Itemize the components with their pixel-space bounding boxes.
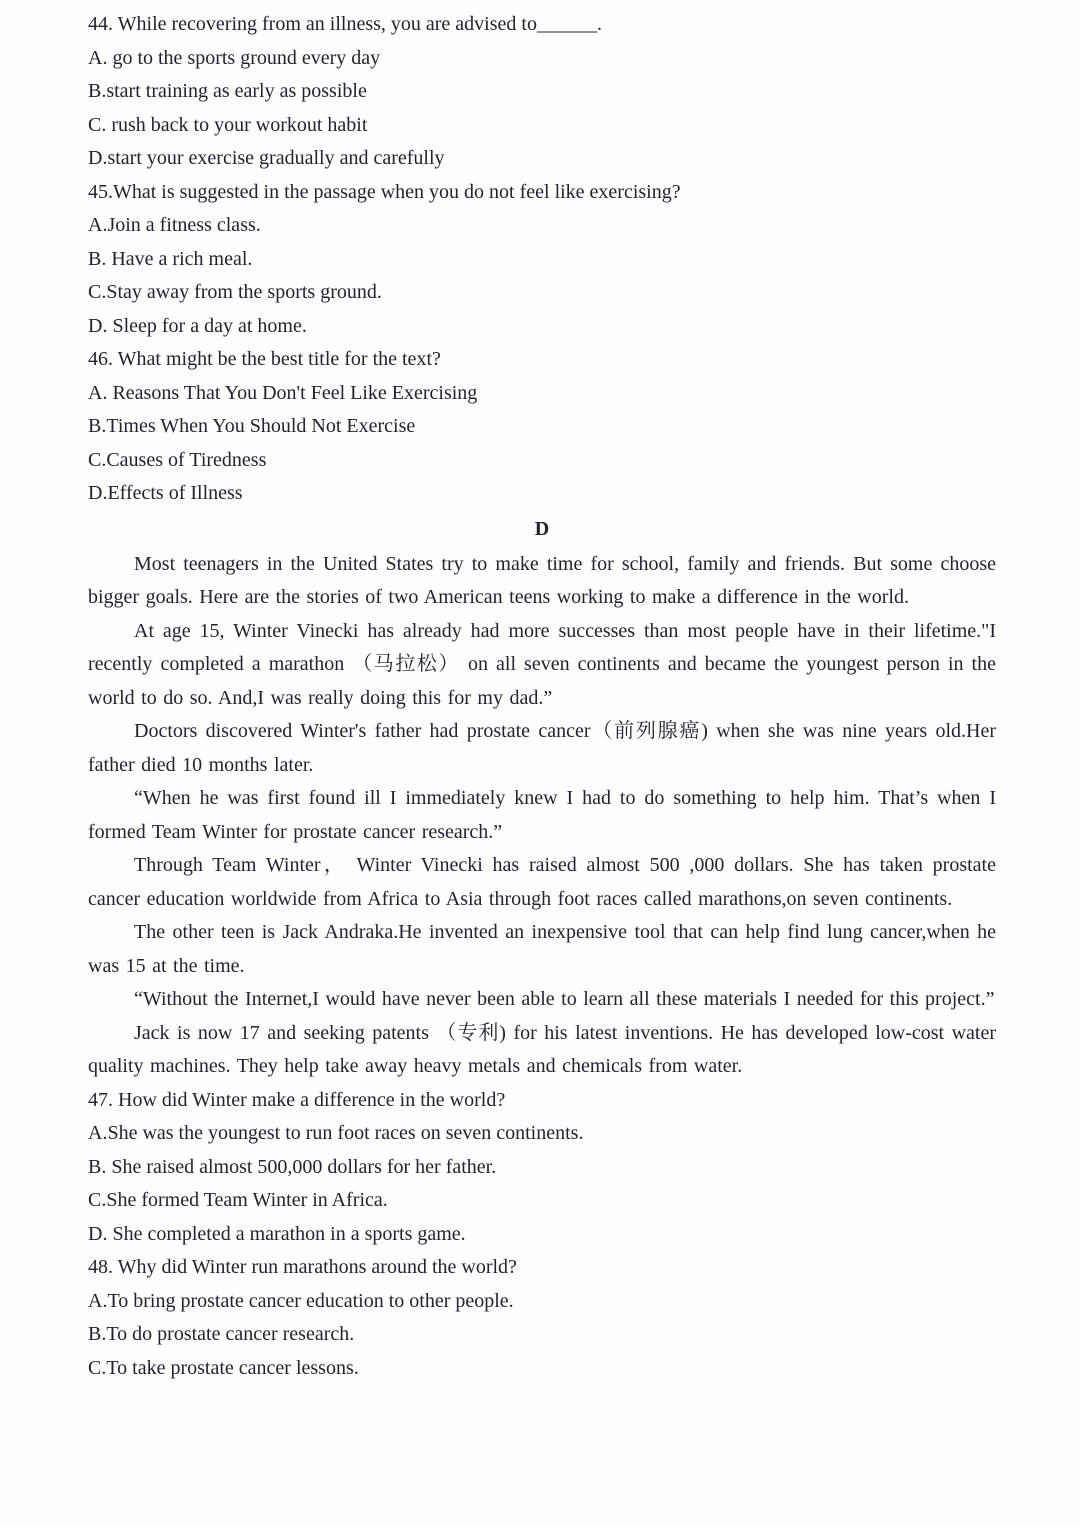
passage-paragraph-7: “Without the Internet,I would have never been able to learn all these materials I needed for this project.” [134, 988, 995, 1010]
passage-paragraph-8: Jack is now 17 and seeking patents （专利) for his latest inventions. He has developed low-cost water quality machines. They help take away heavy metals and chemicals from water. [88, 1021, 996, 1077]
question-48-option-c: C.To take prostate cancer lessons. [88, 1356, 359, 1379]
question-47-stem: 47. How did Winter make a difference in the world? [88, 1088, 506, 1111]
passage-paragraph-3: Doctors discovered Winter's father had prostate cancer（前列腺癌) when she was nine years old.Her father died 10 months later. [88, 720, 996, 776]
question-45-stem: 45.What is suggested in the passage when you do not feel like exercising? [88, 180, 681, 203]
question-48-option-b: B.To do prostate cancer research. [88, 1323, 355, 1345]
question-45-option-c: C.Stay away from the sports ground. [88, 281, 382, 303]
question-46-option-c: C.Causes of Tiredness [88, 448, 267, 471]
question-44-option-a: A. go to the sports ground every day [88, 46, 381, 69]
question-46-option-b: B.Times When You Should Not Exercise [88, 415, 416, 437]
passage-paragraph-1: Most teenagers in the United States try to make time for school, family and friends. But some choose bigger goals. Here are the stories of two American teens working to make a difference in the world. [88, 552, 996, 608]
question-46-option-d: D.Effects of Illness [88, 482, 243, 504]
question-44-stem: 44. While recovering from an illness, you are advised to______. [88, 13, 602, 35]
question-47-option-c: C.She formed Team Winter in Africa. [88, 1189, 388, 1211]
question-44-option-b: B.start training as early as possible [88, 80, 367, 102]
passage-paragraph-2: At age 15, Winter Vinecki has already had more successes than most people have in their lifetime."I recently completed a marathon （马拉松） on all seven continents and became the youngest person in the world to do so. And,I was really doing this for my dad.” [88, 619, 996, 709]
passage-paragraph-5: Through Team Winter， Winter Vinecki has raised almost 500 ,000 dollars. She has taken prostate cancer education worldwide from Africa to Asia through foot races called marathons,on seven continents. [88, 854, 996, 910]
question-45-option-b: B. Have a rich meal. [88, 247, 253, 270]
passage-section-label: D [534, 517, 550, 540]
question-44-option-d: D.start your exercise gradually and carefully [88, 147, 445, 169]
question-48-option-a: A.To bring prostate cancer education to other people. [88, 1289, 514, 1312]
question-47-option-b: B. She raised almost 500,000 dollars for her father. [88, 1155, 497, 1178]
question-46-option-a: A. Reasons That You Don't Feel Like Exercising [88, 381, 478, 404]
question-47-option-d: D. She completed a marathon in a sports game. [88, 1222, 466, 1245]
question-47-option-a: A.She was the youngest to run foot races on seven continents. [88, 1122, 584, 1144]
question-48-stem: 48. Why did Winter run marathons around the world? [88, 1256, 517, 1278]
question-44-option-c: C. rush back to your workout habit [88, 113, 368, 136]
question-45-option-a: A.Join a fitness class. [88, 214, 261, 236]
passage-paragraph-6: The other teen is Jack Andraka.He invented an inexpensive tool that can help find lung cancer,when he was 15 at the time. [88, 921, 996, 977]
passage-paragraph-4: “When he was first found ill I immediately knew I had to do something to help him. That’s when I formed Team Winter for prostate cancer research.” [88, 787, 996, 843]
question-45-option-d: D. Sleep for a day at home. [88, 314, 307, 337]
question-46-stem: 46. What might be the best title for the text? [88, 348, 441, 370]
